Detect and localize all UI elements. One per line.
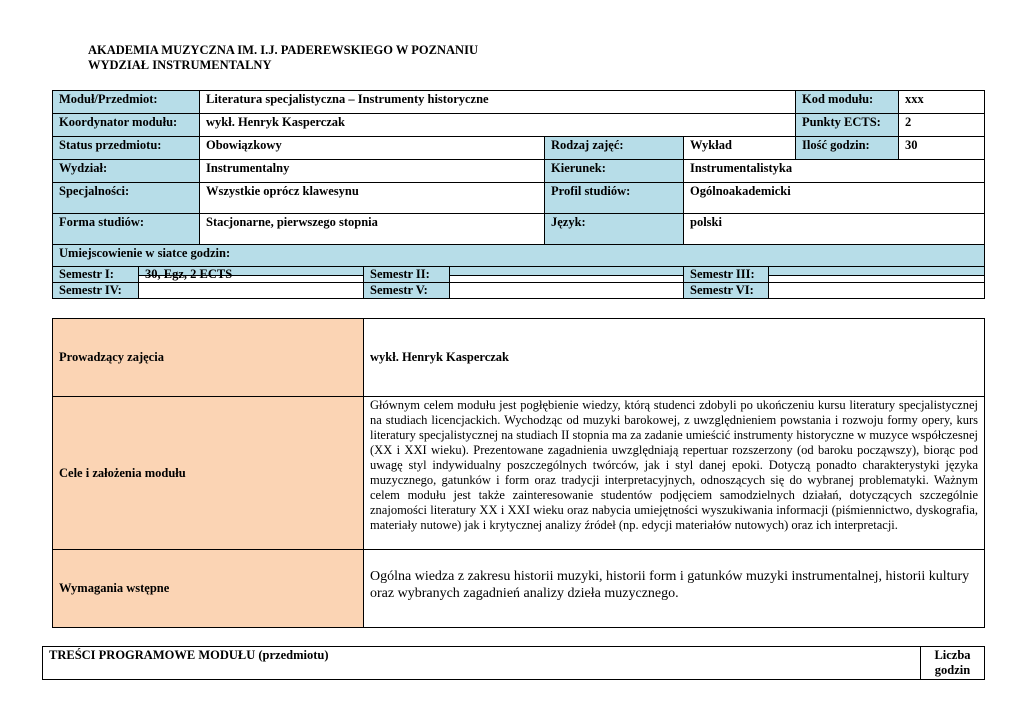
semester-1-value: 30, Egz, 2 ECTS xyxy=(139,267,364,283)
semester-5-value xyxy=(450,283,684,299)
coordinator-value: wykł. Henryk Kasperczak xyxy=(200,114,796,137)
semester-4-label: Semestr IV: xyxy=(53,283,139,299)
instructor-label: Prowadzący zajęcia xyxy=(53,319,364,397)
academy-name: AKADEMIA MUZYCZNA IM. I.J. PADEREWSKIEGO W POZNANIU xyxy=(88,43,478,57)
coordinator-label: Koordynator modułu: xyxy=(53,114,200,137)
profile-label: Profil studiów: xyxy=(545,183,684,214)
hours-count-header xyxy=(921,647,985,680)
semester-2-label: Semestr II: xyxy=(364,267,450,283)
goals-label: Cele i założenia modułu xyxy=(53,397,364,550)
hours-count-line1: Liczba xyxy=(934,648,971,662)
module-code-value: xxx xyxy=(899,91,985,114)
module-info-table xyxy=(52,90,985,276)
faculty-name: WYDZIAŁ INSTRUMENTALNY xyxy=(88,58,272,72)
schedule-placement-label: Umiejscowienie w siatce godzin: xyxy=(53,245,985,276)
program-content-title: TREŚCI PROGRAMOWE MODUŁU (przedmiotu) xyxy=(43,647,921,680)
study-form-value: Stacjonarne, pierwszego stopnia xyxy=(200,214,545,245)
instructor-value: wykł. Henryk Kasperczak xyxy=(364,319,985,397)
class-type-value: Wykład xyxy=(684,137,796,160)
semester-2-value xyxy=(450,267,684,283)
program-content-table xyxy=(42,646,985,680)
language-label: Język: xyxy=(545,214,684,245)
profile-value: Ogólnoakademicki xyxy=(684,183,985,214)
module-value: Literatura specjalistyczna – Instrumenty historyczne xyxy=(200,91,796,114)
hours-value: 30 xyxy=(899,137,985,160)
field-value: Instrumentalistyka xyxy=(684,160,985,183)
specialties-label: Specjalności: xyxy=(53,183,200,214)
document-header xyxy=(88,43,478,73)
goals-value: Głównym celem modułu jest pogłębienie wiedzy, którą studenci zdobyli po ukończeniu kursu literatury specjalistycznej na studiach licencjackich. Wychodząc od muzyki barokowej, z uwzględnieniem powstania i rozwoju formy opery, kurs literatury specjalistycznej na studiach II stopnia ma za zadanie umieścić instrumenty historyczne w muzyce współczesnej (XX i XXI wieku). Prezentowane zagadnienia uwzględniają repertuar rozszerzony (od baroku począwszy), biorąc pod uwagę styl indywidualny poszczególnych twórców, jak i styl danej epoki. Dotyczą ponadto charakterystyki języka muzycznego, gatunków i form oraz tradycji interpretacyjnych, odnoszących się do wybranej problematyki. Ważnym celem modułu jest także zainteresowanie studentów podjęciem samodzielnych działań, dotyczących szczególnie znajomości literatury XX i XXI wieku oraz nabycia umiejętności wyszukiwania informacji (piśmiennictwo, dyskografia, materiały nutowe) jak i krytycznej analizy źródeł (np. edycji materiałów nutowych) oraz ich interpretacji. xyxy=(364,397,985,550)
language-value: polski xyxy=(684,214,985,245)
module-code-label: Kod modułu: xyxy=(796,91,899,114)
semester-4-value xyxy=(139,283,364,299)
module-details-table xyxy=(52,318,985,628)
ects-label: Punkty ECTS: xyxy=(796,114,899,137)
status-value: Obowiązkowy xyxy=(200,137,545,160)
faculty-value: Instrumentalny xyxy=(200,160,545,183)
status-label: Status przedmiotu: xyxy=(53,137,200,160)
faculty-label: Wydział: xyxy=(53,160,200,183)
class-type-label: Rodzaj zajęć: xyxy=(545,137,684,160)
prerequisites-label: Wymagania wstępne xyxy=(53,550,364,628)
semester-1-label: Semestr I: xyxy=(53,267,139,283)
module-label: Moduł/Przedmiot: xyxy=(53,91,200,114)
semester-5-label: Semestr V: xyxy=(364,283,450,299)
study-form-label: Forma studiów: xyxy=(53,214,200,245)
specialties-value: Wszystkie oprócz klawesynu xyxy=(200,183,545,214)
semester-3-label: Semestr III: xyxy=(684,267,769,283)
semester-6-value xyxy=(769,283,985,299)
field-label: Kierunek: xyxy=(545,160,684,183)
hours-count-line2: godzin xyxy=(934,663,971,677)
ects-value: 2 xyxy=(899,114,985,137)
semester-table xyxy=(52,266,985,299)
hours-label: Ilość godzin: xyxy=(796,137,899,160)
semester-6-label: Semestr VI: xyxy=(684,283,769,299)
prerequisites-value: Ogólna wiedza z zakresu historii muzyki, historii form i gatunków muzyki instrumentalnej, historii kultury oraz wybranych zagadnień analizy dzieła muzycznego. xyxy=(364,550,985,628)
semester-3-value xyxy=(769,267,985,283)
